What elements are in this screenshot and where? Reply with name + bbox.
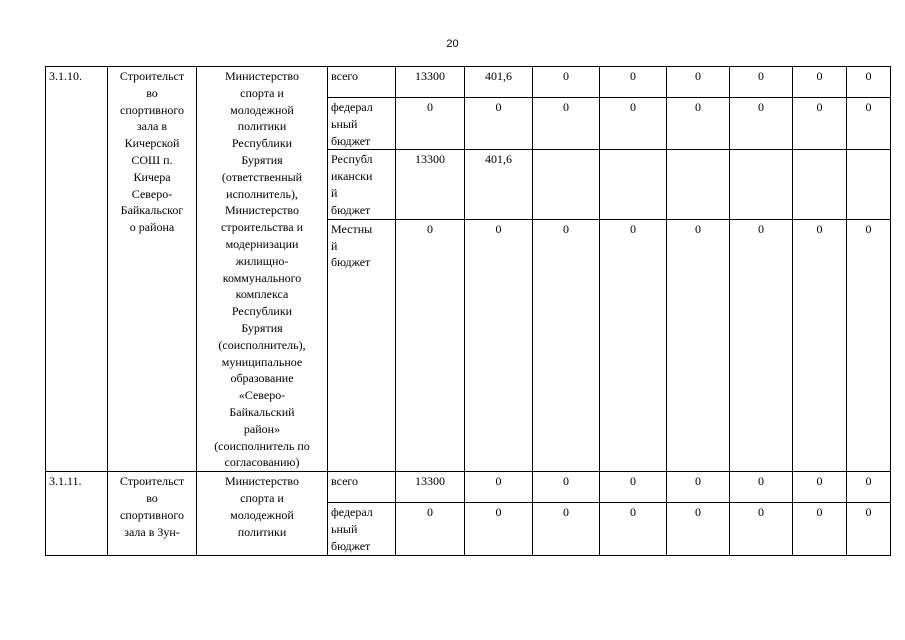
funding-source-cell: федерал ьный бюджет [328, 503, 396, 555]
value-cell: 0 [396, 98, 465, 150]
value-cell: 401,6 [465, 67, 533, 98]
value-cell: 0 [730, 503, 793, 555]
funding-source-cell: всего [328, 67, 396, 98]
value-cell [847, 150, 891, 219]
value-cell: 0 [667, 219, 730, 471]
executor-cell: Министерство спорта и молодежной политики [197, 472, 328, 555]
value-cell: 13300 [396, 472, 465, 503]
item-code-cell: 3.1.10. [46, 67, 108, 472]
value-cell: 0 [600, 219, 667, 471]
value-cell: 0 [730, 98, 793, 150]
value-cell: 0 [600, 67, 667, 98]
value-cell: 0 [465, 472, 533, 503]
value-cell: 0 [667, 472, 730, 503]
value-cell: 0 [667, 98, 730, 150]
value-cell [533, 150, 600, 219]
funding-source-cell: всего [328, 472, 396, 503]
value-cell: 0 [533, 98, 600, 150]
value-cell: 0 [730, 472, 793, 503]
value-cell: 0 [396, 503, 465, 555]
value-cell: 0 [533, 503, 600, 555]
value-cell: 0 [793, 219, 847, 471]
item-name-cell: Строительст во спортивного зала в Зун- [108, 472, 197, 555]
value-cell: 0 [847, 219, 891, 471]
value-cell [667, 150, 730, 219]
item-code-cell: 3.1.11. [46, 472, 108, 555]
value-cell: 13300 [396, 67, 465, 98]
value-cell: 0 [847, 503, 891, 555]
value-cell: 0 [847, 67, 891, 98]
funding-source-cell: федерал ьный бюджет [328, 98, 396, 150]
value-cell: 0 [730, 219, 793, 471]
value-cell [600, 150, 667, 219]
value-cell: 401,6 [465, 150, 533, 219]
value-cell: 0 [730, 67, 793, 98]
page-number: 20 [446, 38, 459, 50]
value-cell [793, 150, 847, 219]
executor-cell: Министерство спорта и молодежной политики Республики Бурятия (ответственный исполнитель), Министерство строительства и модернизации жилищно- коммунального комплекса Республики Бурятия (соисполнитель), муниципальное образование «Северо- Байкальский район» (соисполнитель по согласованию) [197, 67, 328, 472]
value-cell: 0 [600, 472, 667, 503]
value-cell: 0 [533, 67, 600, 98]
value-cell: 0 [793, 503, 847, 555]
value-cell: 0 [533, 472, 600, 503]
value-cell: 0 [847, 472, 891, 503]
value-cell: 0 [793, 67, 847, 98]
value-cell: 0 [465, 98, 533, 150]
table-row [46, 67, 891, 98]
value-cell: 0 [465, 503, 533, 555]
value-cell [730, 150, 793, 219]
value-cell: 0 [667, 67, 730, 98]
value-cell: 0 [600, 503, 667, 555]
value-cell: 0 [847, 98, 891, 150]
item-name-cell: Строительст во спортивного зала в Кичерской СОШ п. Кичера Северо- Байкальског о района [108, 67, 197, 472]
table-row [46, 472, 891, 503]
funding-source-cell: Республ иканcки й бюджет [328, 150, 396, 219]
budget-table [45, 66, 891, 556]
value-cell: 13300 [396, 150, 465, 219]
value-cell: 0 [533, 219, 600, 471]
value-cell: 0 [793, 98, 847, 150]
value-cell: 0 [667, 503, 730, 555]
value-cell: 0 [793, 472, 847, 503]
value-cell: 0 [465, 219, 533, 471]
funding-source-cell: Местны й бюджет [328, 219, 396, 471]
value-cell: 0 [600, 98, 667, 150]
value-cell: 0 [396, 219, 465, 471]
